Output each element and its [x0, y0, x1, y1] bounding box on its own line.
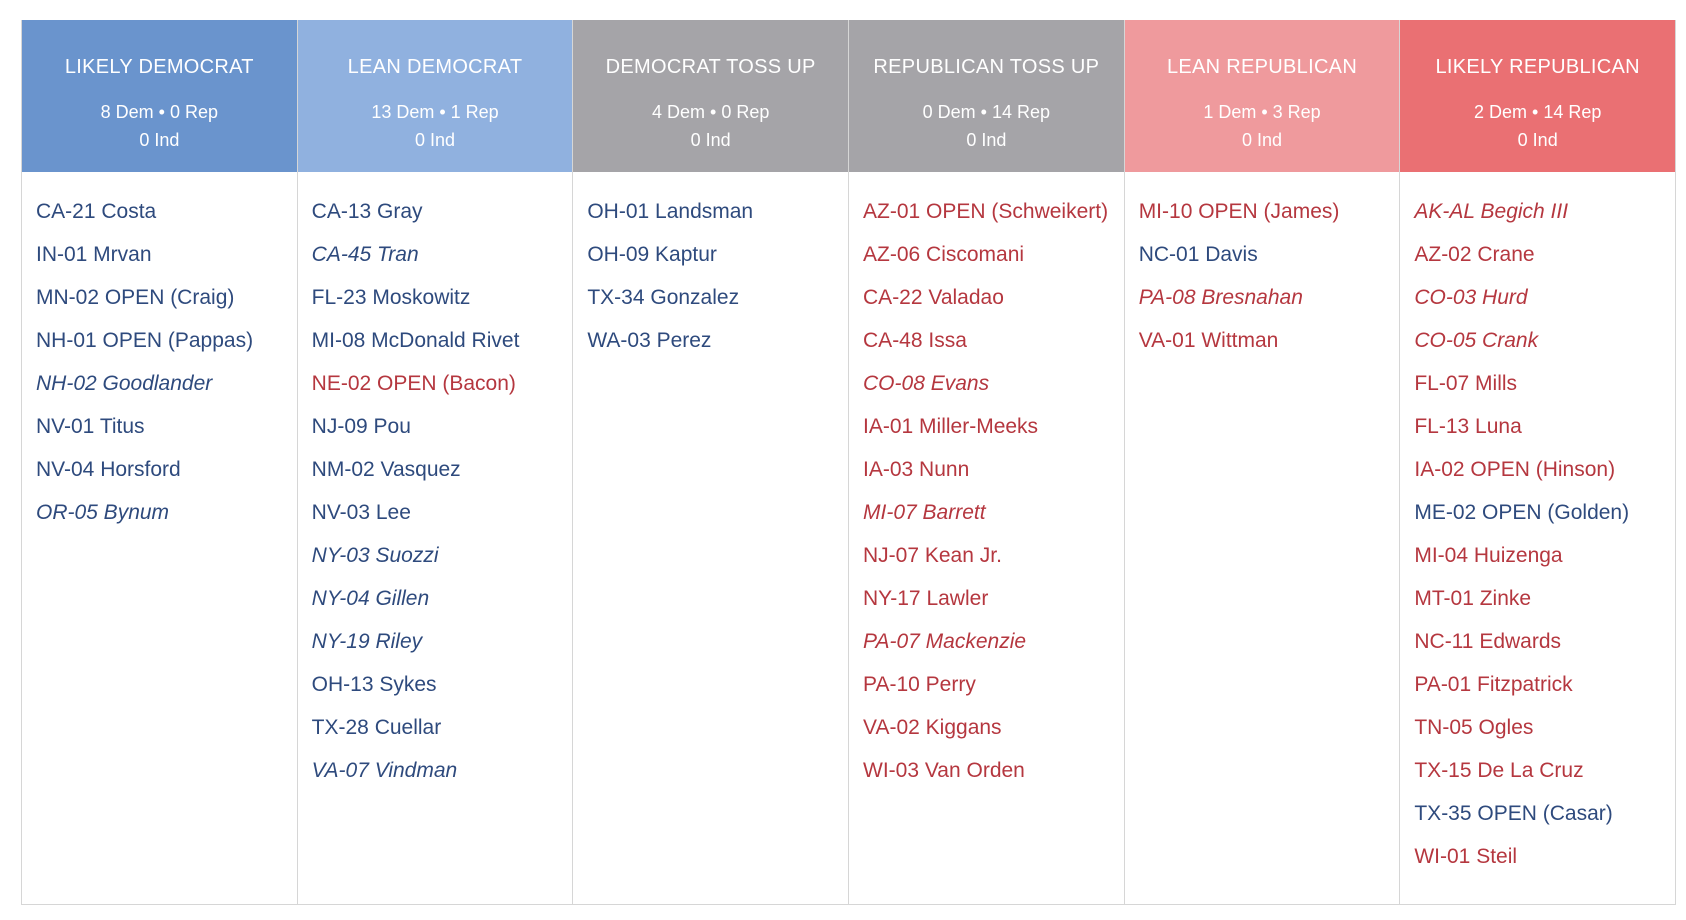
race-entry: NY-04 Gillen [311, 587, 430, 610]
column-header [1125, 20, 1400, 172]
column-header [22, 20, 297, 172]
seat-counts: 2 Dem • 14 Rep [1474, 102, 1602, 122]
race-list [573, 172, 848, 904]
race-entry: IA-02 OPEN (Hinson) [1414, 458, 1616, 481]
column-title: REPUBLICAN TOSS UP [873, 56, 1100, 78]
race-entry: CA-13 Gray [311, 200, 423, 223]
column-header [849, 20, 1124, 172]
race-entry: ME-02 OPEN (Golden) [1414, 501, 1630, 524]
independent-count: 0 Ind [139, 130, 180, 150]
race-list [849, 172, 1124, 904]
column-header [298, 20, 573, 172]
race-entry: TN-05 Ogles [1414, 716, 1534, 739]
race-entry: NH-01 OPEN (Pappas) [36, 329, 254, 352]
race-entry: FL-07 Mills [1414, 372, 1518, 395]
column-title: LIKELY DEMOCRAT [64, 56, 254, 78]
race-entry: FL-13 Luna [1414, 415, 1522, 438]
race-entry: AZ-01 OPEN (Schweikert) [863, 200, 1109, 223]
race-entry: VA-01 Wittman [1138, 329, 1279, 352]
column-likely-republican [1400, 20, 1675, 904]
race-entry: PA-08 Bresnahan [1138, 286, 1303, 309]
column-header [573, 20, 848, 172]
race-entry: NC-11 Edwards [1414, 630, 1562, 653]
race-entry: IN-01 Mrvan [36, 243, 152, 266]
independent-count: 0 Ind [1242, 130, 1283, 150]
race-entry: IA-03 Nunn [863, 458, 970, 481]
race-entry: PA-01 Fitzpatrick [1414, 673, 1573, 696]
seat-counts: 1 Dem • 3 Rep [1203, 102, 1321, 122]
race-entry: CO-08 Evans [863, 372, 990, 395]
race-entry: NV-01 Titus [36, 415, 145, 438]
column-republican-toss-up [849, 20, 1125, 904]
race-entry: OR-05 Bynum [36, 501, 170, 524]
race-entry: CO-05 Crank [1414, 329, 1539, 352]
column-title: LIKELY REPUBLICAN [1435, 56, 1640, 78]
column-lean-republican [1125, 20, 1401, 904]
race-entry: WI-01 Steil [1414, 845, 1518, 868]
race-entry: NH-02 Goodlander [36, 372, 213, 395]
race-entry: CA-45 Tran [311, 243, 419, 266]
independent-count: 0 Ind [1517, 130, 1558, 150]
column-likely-democrat [22, 20, 298, 904]
race-entry: MI-10 OPEN (James) [1138, 200, 1340, 223]
independent-count: 0 Ind [414, 130, 456, 150]
race-entry: WA-03 Perez [587, 329, 712, 352]
race-entry: CA-21 Costa [36, 200, 157, 223]
race-entry: MT-01 Zinke [1414, 587, 1532, 610]
race-entry: TX-35 OPEN (Casar) [1414, 802, 1613, 825]
race-list [1125, 172, 1400, 904]
race-entry: AZ-02 Crane [1414, 243, 1535, 266]
race-entry: VA-07 Vindman [311, 759, 458, 782]
column-lean-democrat [298, 20, 574, 904]
race-entry: NJ-09 Pou [311, 415, 411, 438]
seat-counts: 0 Dem • 14 Rep [922, 102, 1051, 122]
race-entry: NV-04 Horsford [36, 458, 181, 481]
race-list [22, 172, 297, 904]
race-list [1400, 172, 1675, 904]
race-entry: NY-19 Riley [311, 630, 423, 653]
race-entry: NJ-07 Kean Jr. [863, 544, 1002, 567]
independent-count: 0 Ind [966, 130, 1007, 150]
column-democrat-toss-up [573, 20, 849, 904]
seat-counts: 4 Dem • 0 Rep [652, 102, 770, 122]
race-entry: AK-AL Begich III [1414, 200, 1569, 223]
race-entry: TX-15 De La Cruz [1414, 759, 1584, 782]
race-entry: CA-48 Issa [863, 329, 967, 352]
seat-counts: 8 Dem • 0 Rep [100, 102, 219, 122]
race-entry: VA-02 Kiggans [863, 716, 1002, 739]
race-ratings-table [21, 20, 1676, 905]
seat-counts: 13 Dem • 1 Rep [371, 102, 499, 122]
race-entry: NE-02 OPEN (Bacon) [311, 372, 516, 395]
race-entry: NY-03 Suozzi [311, 544, 439, 567]
race-entry: MN-02 OPEN (Craig) [36, 286, 235, 309]
column-title: DEMOCRAT TOSS UP [605, 56, 816, 78]
race-entry: TX-34 Gonzalez [587, 286, 740, 309]
race-entry: OH-01 Landsman [587, 200, 754, 223]
column-title: LEAN REPUBLICAN [1166, 56, 1358, 78]
column-header [1400, 20, 1675, 172]
race-entry: TX-28 Cuellar [311, 716, 442, 739]
race-entry: FL-23 Moskowitz [311, 286, 471, 309]
race-entry: MI-08 McDonald Rivet [311, 329, 520, 352]
race-entry: AZ-06 Ciscomani [863, 243, 1025, 266]
race-entry: MI-04 Huizenga [1414, 544, 1563, 567]
race-entry: NY-17 Lawler [863, 587, 989, 610]
race-entry: NM-02 Vasquez [311, 458, 461, 481]
column-title: LEAN DEMOCRAT [347, 56, 523, 78]
race-entry: MI-07 Barrett [863, 501, 986, 524]
race-entry: PA-10 Perry [863, 673, 976, 696]
race-entry: WI-03 Van Orden [863, 759, 1025, 782]
race-entry: NV-03 Lee [311, 501, 411, 524]
race-entry: IA-01 Miller-Meeks [863, 415, 1039, 438]
race-entry: OH-09 Kaptur [587, 243, 717, 266]
independent-count: 0 Ind [690, 130, 731, 150]
race-entry: CA-22 Valadao [863, 286, 1004, 309]
race-entry: NC-01 Davis [1138, 243, 1258, 266]
race-entry: OH-13 Sykes [311, 673, 437, 696]
race-list [298, 172, 573, 904]
race-entry: PA-07 Mackenzie [863, 630, 1027, 653]
race-entry: CO-03 Hurd [1414, 286, 1528, 309]
